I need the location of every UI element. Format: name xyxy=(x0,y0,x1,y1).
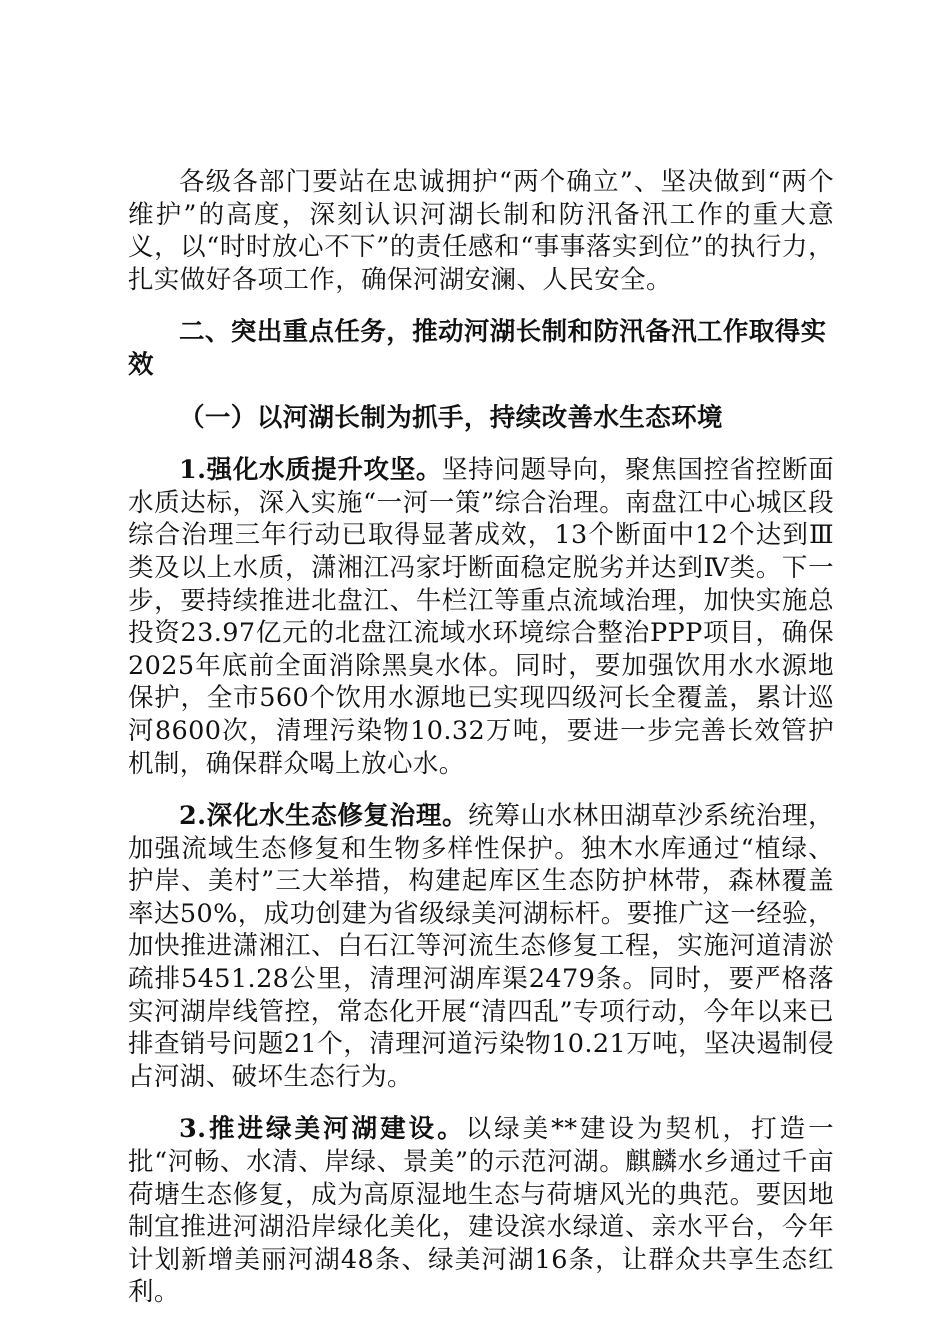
item-lead-3: 3.推进绿美河湖建设。 xyxy=(179,1114,466,1145)
item-paragraph-2 xyxy=(128,800,834,1093)
item-body-1: 坚持问题导向，聚焦国控省控断面水质达标，深入实施“一河一策”综合治理。南盘江中心城区段综合治理三年行动已取得显著成效，13个断面中12个达到Ⅲ类及以上水质，潇湘江冯家圩断面稳定脱劣并达到Ⅳ类。下一步，要持续推进北盘江、牛栏江等重点流域治理，加快实施总投资23.97亿元的北盘江流域水环境综合整治PPP项目，确保2025年底前全面消除黑臭水体。同时，要加强饮用水水源地保护，全市560个饮用水源地已实现四级河长全覆盖，累计巡河8600次，清理污染物10.32万吨，要进一步完善长效管护机制，确保群众喝上放心水。 xyxy=(128,455,834,779)
intro-paragraph: 各级各部门要站在忠诚拥护“两个确立”、坚决做到“两个维护”的高度，深刻认识河湖长制和防汛备汛工作的重大意义，以“时时放心不下”的责任感和“事事落实到位”的执行力，扎实做好各项工作，确保河湖安澜、人民安全。 xyxy=(128,167,834,295)
item-body-2: 统筹山水林田湖草沙系统治理，加强流域生态修复和生物多样性保护。独木水库通过“植绿、护岸、美村”三大举措，构建起库区生态防护林带，森林覆盖率达50%，成功创建为省级绿美河湖标杆。要推广这一经验，加快推进潇湘江、白石江等河流生态修复工程，实施河道清淤疏排5451.28公里，清理河湖库渠2479条。同时，要严格落实河湖岸线管控，常态化开展“清四乱”专项行动，今年以来已排查销号问题21个，清理河道污染物10.21万吨，坚决遏制侵占河湖、破坏生态行为。 xyxy=(128,801,835,1092)
section-heading: 二、突出重点任务，推动河湖长制和防汛备汛工作取得实效 xyxy=(128,317,827,380)
subsection-heading: （一）以河湖长制为抓手，持续改善水生态环境 xyxy=(179,402,723,433)
item-body-3: 以绿美**建设为契机，打造一批“河畅、水清、岸绿、景美”的示范河湖。麒麟水乡通过千亩荷塘生态修复，成为高原湿地生态与荷塘风光的典范。要因地制宜推进河湖沿岸绿化美化，建设滨水绿道、亲水平台，今年计划新增美丽河湖48条、绿美河湖16条，让群众共享生态红利。 xyxy=(128,1114,834,1308)
item-paragraph-1 xyxy=(128,454,834,780)
item-lead-1: 1.强化水质提升攻坚。 xyxy=(179,455,443,486)
item-lead-2: 2.深化水生态修复治理。 xyxy=(179,801,469,832)
item-paragraph-3 xyxy=(128,1113,834,1309)
document-page xyxy=(128,166,834,1309)
